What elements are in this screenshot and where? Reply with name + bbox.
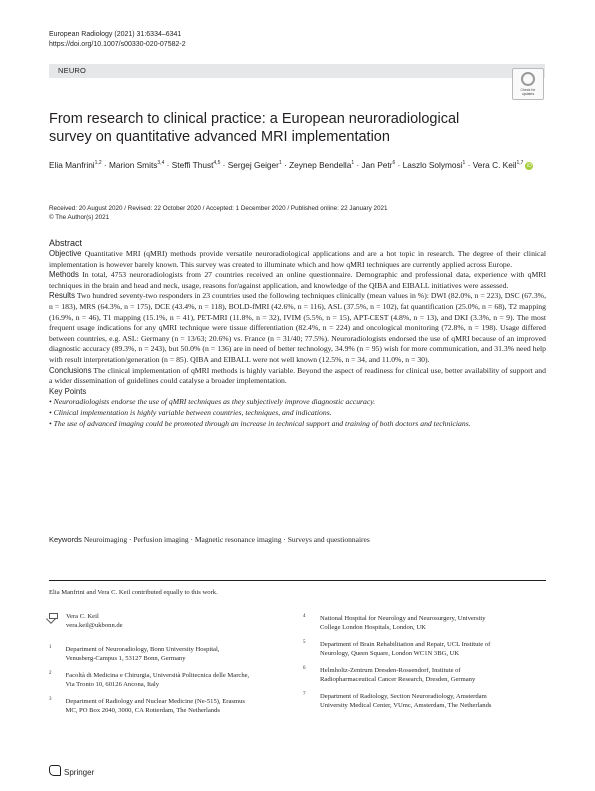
author-name[interactable]: Elia Manfrini$^{1,2}$ — [49, 159, 102, 170]
affiliation-number: 5 — [303, 640, 306, 645]
conclusions-label: Conclusions — [49, 365, 92, 375]
affiliations-right — [303, 614, 548, 710]
author-name[interactable]: Marion Smits$^{3,4}$ — [108, 159, 165, 170]
affiliation-line: College London Hospitals, London, UK — [320, 624, 426, 631]
affiliation-item — [49, 671, 279, 689]
corresponding-email[interactable]: vera.keil@ukbonn.de — [66, 622, 123, 629]
publisher-name: Springer — [64, 768, 95, 777]
springer-horse-icon — [49, 765, 61, 776]
abstract-body — [49, 249, 546, 429]
key-point: • Neuroradiologists endorse the use of qMRI techniques as they subjectively improve diagnostic accuracy. — [49, 397, 376, 407]
orcid-icon[interactable]: iD — [527, 162, 532, 169]
methods-text: In total, 4753 neuroradiologists from 27 countries received an online questionnaire. Demographic and professional data, experience with qMRI techniques in the brain and head and neck, usage, reasons for/against application, and knowledge of the QIBA and EIBALL initiatives were assessed. — [49, 270, 547, 290]
affiliation-number: 1 — [49, 645, 52, 650]
key-points-heading: Key Points — [49, 386, 87, 396]
corresponding-name: Vera C. Keil — [66, 613, 99, 620]
journal-citation: European Radiology (2021) 31:6334–6341 — [49, 31, 182, 38]
affiliations-left — [49, 645, 279, 715]
affiliation-superscript: 1 — [462, 160, 466, 166]
keywords — [49, 534, 546, 545]
affiliation-item — [303, 692, 548, 710]
abstract-objective — [49, 249, 546, 270]
section-bar — [49, 64, 545, 78]
section-label: NEURO — [58, 66, 87, 75]
envelope-icon — [49, 613, 58, 619]
check-updates-icon — [521, 72, 535, 86]
keywords-label: Keywords — [49, 535, 82, 544]
copyright-line: © The Author(s) 2021 — [49, 214, 110, 221]
affiliation-number: 3 — [49, 697, 52, 702]
author-name[interactable]: Sergej Geiger$^1$ — [227, 159, 282, 170]
affiliation-item — [303, 614, 548, 632]
objective-label: Objective — [49, 249, 82, 258]
journal-header — [49, 30, 186, 50]
author-name[interactable]: Vera C. Keil$^{1,7}$ — [472, 159, 524, 170]
title-line-1: From research to clinical practice: a European neuroradiological — [49, 111, 460, 127]
objective-text: Quantitative MRI (qMRI) methods provide versatile neuroradiological applications and are a hot topic in research. The degree of their clinical implementation is however barely known. This survey was created to illuminate which and how qMRI techniques are currently applied across Europe. — [49, 249, 547, 269]
affiliation-number: 4 — [303, 614, 306, 619]
affiliation-line: Helmholtz-Zentrum Dresden-Rossendorf, Institute of — [320, 667, 461, 674]
affiliation-superscript: 1,7 — [516, 160, 524, 166]
affiliation-superscript: 1 — [278, 160, 282, 166]
affiliation-line: Department of Neuroradiology, Bonn University Hospital, — [65, 646, 220, 653]
author-name[interactable]: Laszlo Solymosi$^1$ — [402, 159, 466, 170]
affiliation-superscript: 4,5 — [213, 160, 221, 166]
affiliation-number: 6 — [303, 666, 306, 671]
affiliation-line: Department of Brain Rehabilitation and Repair, UCL Institute of — [320, 641, 491, 648]
affiliation-item — [303, 640, 548, 658]
affiliation-line: MC, PO Box 2040, 3000, CA Rotterdam, The Netherlands — [65, 707, 220, 714]
author-name[interactable]: Steffi Thust$^{4,5}$ — [171, 159, 221, 170]
article-title — [49, 110, 479, 146]
affiliation-item — [303, 666, 548, 684]
affiliation-line: National Hospital for Neurology and Neurosurgery, University — [320, 615, 486, 622]
affiliation-superscript: 1 — [351, 160, 355, 166]
keywords-text: Neuroimaging · Perfusion imaging · Magnetic resonance imaging · Surveys and questionnaires — [83, 535, 370, 544]
corresponding-author — [66, 612, 123, 630]
conclusions-text: The clinical implementation of qMRI methods is highly variable. Beyond the aspect of readiness for clinical use, better availability of support and a wider dissemination of guidelines could catalyse a broader implementation. — [49, 365, 546, 386]
check-for-updates-badge[interactable] — [512, 68, 544, 100]
results-label: Results — [49, 291, 75, 301]
affiliation-number: 7 — [303, 692, 306, 697]
affiliation-line: Via Tronto 10, 60126 Ancona, Italy — [65, 681, 160, 688]
author-name[interactable]: Jan Petr$^6$ — [361, 159, 396, 170]
key-point: • Clinical implementation is highly variable between countries, techniques, and indications. — [49, 407, 332, 417]
contribution-note: Elia Manfrini and Vera C. Keil contributed equally to this work. — [49, 589, 218, 596]
abstract-heading: Abstract — [49, 238, 83, 248]
affiliation-line: Facoltà di Medicina e Chirurgia, Università Politecnica delle Marche, — [65, 672, 250, 679]
doi-link[interactable]: https://doi.org/10.1007/s00330-020-07582-2 — [49, 41, 186, 48]
affiliation-item — [49, 697, 279, 715]
results-text: Two hundred seventy-two responders in 23 countries used the following techniques clinically (mean values in %): DWI (82.0%, n = 223), DSC (67.3%, n = 183), MRS (64.3%, n = 175), DCE (43.4%, n = 118), BOLD-fMRI (42.6%, n = 116), ASL (37.5%, n = 102), fat quantification (25.0%, n = 68), T2 mapping (16.9%, n = 46), T1 mapping (15.1%, n = 41), PET-MRI (11.8%, n = 32), IVIM (5.5%, n = 15), APT-CEST (4.8%, n = 13), and DKI (3.3%, n = 9). The most frequent usage indications for any qMRI technique were tissue differentiation (82.4%, n = 224) and oncological monitoring (72.8%, n = 198). Usage differed between countries, e.g. ASL: Germany (n = 13/63; 20.6%) vs. France (n = 31/40; 77.5%). Neuroradiologists endorsed the use of qMRI because of an improved diagnostic accuracy (89.3%, n = 243), but 50.0% (n = 136) are in need of better technology, 34.9% (n = 95) wish for more communication, and 31.3% need help with result interpretation/generation (n = 85). QIBA and EIBALL were not well known (12.5%, n = 34, and 11.0%, n = 30). — [49, 291, 546, 364]
article-dates: Received: 20 August 2020 / Revised: 22 October 2020 / Accepted: 1 December 2020 / Published online: 22 January 2021 — [49, 205, 388, 212]
affiliation-line: Department of Radiology, Section Neuroradiology, Amsterdam — [320, 693, 487, 700]
author-name[interactable]: Zeynep Bendella$^1$ — [289, 159, 355, 170]
footnote-divider — [49, 580, 546, 581]
affiliation-line: Department of Radiology and Nuclear Medicine (Ne-515), Erasmus — [65, 698, 245, 705]
affiliation-superscript: 3,4 — [157, 160, 165, 166]
abstract-conclusions — [49, 366, 546, 387]
title-line-2: survey on quantitative advanced MRI implementation — [49, 129, 390, 145]
check-updates-line2: updates — [521, 92, 535, 96]
affiliation-superscript: 1,2 — [94, 160, 102, 166]
affiliation-item — [49, 645, 279, 663]
publisher-logo — [49, 765, 94, 779]
affiliation-line: Neurology, Queen Square, London WC1N 3BG, UK — [320, 650, 460, 657]
affiliation-superscript: 6 — [392, 160, 396, 166]
abstract-results — [49, 291, 546, 365]
author-list: Elia Manfrini$^{1,2}$ · Marion Smits$^{3,4}$ · Steffi Thust$^{4,5}$ · Sergej Geiger$^1$ · Zeynep Bendella$^1$ · Jan Petr$^6$ · Laszlo Solymosi$^1$ · Vera C. Keil$^{1,7}$ iD — [49, 159, 532, 170]
affiliation-line: Venusberg-Campus 1, 53127 Bonn, Germany — [65, 655, 186, 662]
affiliation-number: 2 — [49, 671, 52, 676]
methods-label: Methods — [49, 270, 79, 280]
affiliation-line: University Medical Center, VUmc, Amsterdam, The Netherlands — [320, 702, 492, 709]
abstract-methods — [49, 270, 546, 291]
affiliation-line: Radiopharmaceutical Cancer Research, Dresden, Germany — [320, 676, 476, 683]
key-point: • The use of advanced imaging could be promoted through an increase in technical support and training of both doctors and technicians. — [49, 418, 471, 428]
check-updates-line1: Check for — [520, 88, 536, 92]
